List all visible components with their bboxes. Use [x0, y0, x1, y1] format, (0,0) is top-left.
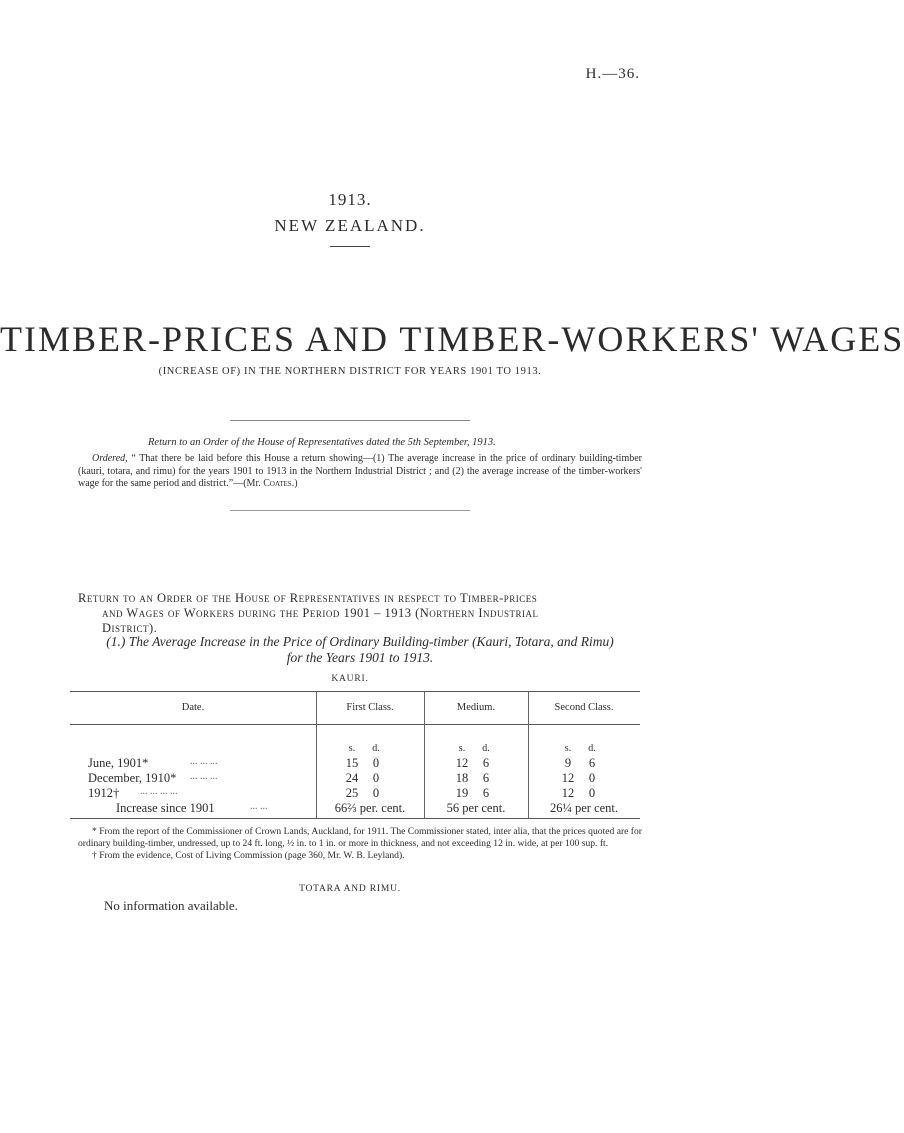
section-1-heading — [78, 634, 642, 666]
unit-pence: d. — [588, 743, 596, 754]
table-header-rule — [70, 724, 640, 725]
header-second-class: Second Class. — [554, 702, 614, 713]
medium-shillings: 19 — [455, 786, 469, 800]
country-heading: NEW ZEALAND. — [274, 216, 426, 235]
unit-shillings: s. — [564, 743, 572, 754]
leader-dots: ... ... ... ... — [140, 786, 178, 797]
document-reference: H.—36. — [585, 66, 640, 82]
footnotes — [78, 826, 642, 862]
table-row-date: December, 1910* — [88, 771, 177, 785]
second-class-shillings: 9 — [564, 756, 572, 770]
leader-dots: ... ... — [250, 801, 268, 812]
unit-shillings: s. — [458, 743, 466, 754]
second-class-shillings: 12 — [561, 771, 575, 785]
ordered-text: “ That there be laid before this House a return showing—(1) The average increase in the price of ordinary building-timber (kauri, totara, and rimu) for the years 1901 to 1913 in the Northern Industrial District ; and (2) the average increase of the timber-workers' wage for the same period and district.”—(Mr. — [78, 453, 643, 489]
no-information-text: No information available. — [104, 898, 238, 913]
return-heading-line-2: and Wages of Workers during the Period 1901 – 1913 (Northern Industrial — [102, 606, 539, 620]
increase-label: Increase since 1901 — [116, 801, 215, 815]
medium-pence: 6 — [482, 756, 490, 770]
return-heading-line-1: Return to an Order of the House of Representatives in respect to Timber-prices — [78, 591, 538, 605]
table-row-date: June, 1901* — [88, 756, 149, 770]
header-first-class: First Class. — [346, 702, 394, 713]
table-row-date: 1912† — [88, 786, 120, 800]
first-class-shillings: 15 — [345, 756, 359, 770]
first-class-pence: 0 — [372, 786, 380, 800]
unit-pence: d. — [372, 743, 380, 754]
totara-rimu-label: TOTARA AND RIMU. — [299, 884, 401, 894]
header-date: Date. — [181, 702, 205, 713]
leader-dots: ... ... ... — [190, 771, 218, 782]
medium-pence: 6 — [482, 786, 490, 800]
medium-shillings: 12 — [455, 756, 469, 770]
divider-rule — [230, 420, 470, 421]
medium-pence: 6 — [482, 771, 490, 785]
divider-rule — [230, 510, 470, 511]
section-1-heading-line-2: for the Years 1901 to 1913. — [286, 650, 434, 665]
first-class-pence: 0 — [372, 771, 380, 785]
unit-shillings: s. — [348, 743, 356, 754]
kauri-label: KAURI. — [331, 674, 369, 684]
table-top-rule — [70, 691, 640, 692]
ordered-paragraph — [78, 453, 642, 491]
second-class-pence: 6 — [588, 756, 596, 770]
page-title: TIMBER-PRICES AND TIMBER-WORKERS' WAGES — [0, 319, 904, 359]
ordered-end: .) — [291, 478, 298, 489]
table-bottom-rule — [70, 818, 640, 819]
second-class-shillings: 12 — [561, 786, 575, 800]
increase-second-class: 26¼ per cent. — [549, 801, 619, 815]
return-heading-line-3: District). — [102, 621, 158, 635]
return-heading — [78, 591, 642, 636]
leader-dots: ... ... ... — [190, 756, 218, 767]
medium-shillings: 18 — [455, 771, 469, 785]
section-1-heading-line-1: (1.) The Average Increase in the Price of Ordinary Building-timber (Kauri, Totara, and Rimu) — [106, 634, 614, 649]
ordered-member-name: Coates — [263, 478, 292, 489]
footnote-star: * From the report of the Commissioner of Crown Lands, Auckland, for 1911. The Commissioner stated, inter alia, that the prices quoted are for ordinary building-timber, undressed, up to 24 ft. long, ½ in. to 1 in. or more in thickness, and not exceeding 12 in. wide, at per 100 sup. ft. — [78, 826, 642, 849]
year-heading: 1913. — [328, 190, 372, 209]
short-rule — [330, 246, 370, 247]
second-class-pence: 0 — [588, 786, 596, 800]
return-order-line: Return to an Order of the House of Representatives dated the 5th September, 1913. — [148, 437, 496, 448]
page-subtitle: (INCREASE OF) IN THE NORTHERN DISTRICT FOR YEARS 1901 TO 1913. — [158, 366, 542, 377]
ordered-word: Ordered, — [92, 453, 128, 464]
first-class-shillings: 24 — [345, 771, 359, 785]
second-class-pence: 0 — [588, 771, 596, 785]
first-class-shillings: 25 — [345, 786, 359, 800]
footnote-dagger: † From the evidence, Cost of Living Commission (page 360, Mr. W. B. Leyland). — [92, 850, 405, 861]
increase-first-class: 66⅔ per. cent. — [334, 801, 406, 815]
unit-pence: d. — [482, 743, 490, 754]
header-medium: Medium. — [456, 702, 496, 713]
increase-medium: 56 per cent. — [446, 801, 506, 815]
first-class-pence: 0 — [372, 756, 380, 770]
